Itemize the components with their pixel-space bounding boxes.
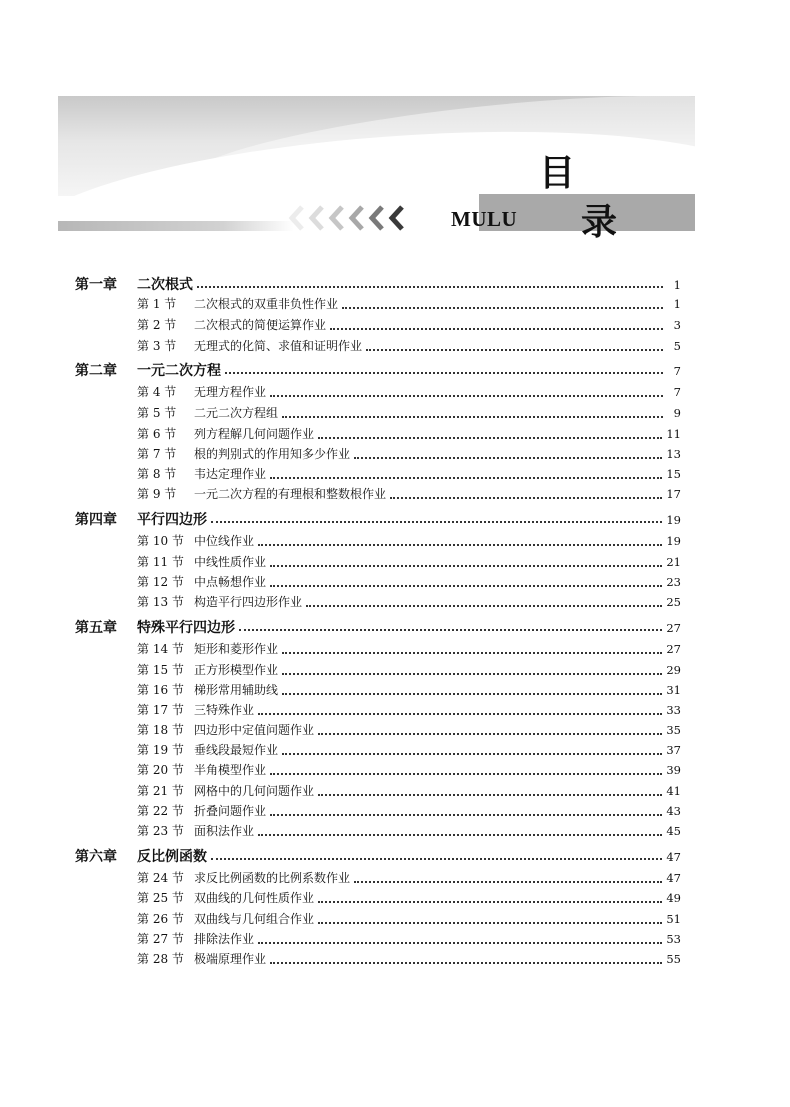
chapter-number: 第五章: [75, 620, 117, 636]
chapter-number: 第四章: [75, 512, 117, 528]
page-number: 47: [666, 850, 681, 864]
page-number: 49: [666, 891, 681, 905]
section-number: 第 14 节: [137, 642, 184, 656]
section-number: 第 8 节: [137, 467, 177, 481]
dot-leader: [354, 457, 662, 459]
page-number: 33: [666, 703, 681, 717]
toc-section-row[interactable]: [75, 295, 681, 315]
toc-section-row[interactable]: [75, 553, 681, 573]
dot-leader: [366, 349, 663, 351]
section-number: 第 12 节: [137, 575, 184, 589]
chapter-title: 二次根式: [137, 277, 193, 293]
dot-leader: [197, 286, 663, 288]
page-number: 11: [666, 427, 681, 441]
section-title: 中位线作业: [194, 534, 255, 548]
section-title: 无理方程作业: [194, 385, 267, 399]
toc-section-row[interactable]: [75, 869, 681, 889]
dot-leader: [239, 629, 662, 631]
section-number: 第 22 节: [137, 804, 184, 818]
section-title: 三特殊作业: [194, 703, 255, 717]
section-number: 第 9 节: [137, 487, 177, 501]
chapter-title: 反比例函数: [137, 849, 207, 865]
page-number: 27: [666, 621, 681, 635]
dot-leader: [342, 307, 663, 309]
page-number: 27: [666, 642, 681, 656]
toc-section-row[interactable]: [75, 661, 681, 681]
section-title: 无理式的化简、求值和证明作业: [194, 339, 363, 353]
page-number: 39: [666, 763, 681, 777]
mulu-latin-title: MULU: [451, 207, 518, 231]
section-number: 第 16 节: [137, 683, 184, 697]
page-number: 35: [666, 723, 681, 737]
page-number: 19: [666, 534, 681, 548]
page-number: 17: [666, 487, 681, 501]
section-title: 二次根式的简便运算作业: [194, 318, 327, 332]
page-number: 45: [666, 824, 681, 838]
section-title: 一元二次方程的有理根和整数根作业: [194, 487, 387, 501]
dot-leader: [282, 652, 662, 654]
dot-leader: [270, 395, 663, 397]
toc-section-row[interactable]: [75, 337, 681, 357]
page-number: 41: [666, 784, 681, 798]
chapter-title: 一元二次方程: [137, 363, 221, 379]
toc-chapter-row[interactable]: [75, 846, 681, 866]
chevron-arrows-icon: [280, 203, 420, 233]
page-number: 37: [666, 743, 681, 757]
page-number: 29: [666, 663, 681, 677]
section-title: 根的判别式的作用知多少作业: [194, 447, 351, 461]
dot-leader: [282, 673, 662, 675]
chapter-title: 平行四边形: [137, 512, 207, 528]
toc-section-row[interactable]: [75, 316, 681, 336]
section-number: 第 4 节: [137, 385, 177, 399]
toc-section-row[interactable]: [75, 761, 681, 781]
toc-section-row[interactable]: [75, 741, 681, 761]
page-number: 15: [666, 467, 681, 481]
section-title: 求反比例函数的比例系数作业: [194, 871, 351, 885]
section-number: 第 19 节: [137, 743, 184, 757]
section-title: 韦达定理作业: [194, 467, 267, 481]
section-title: 四边形中定值问题作业: [194, 723, 315, 737]
mu-character: 目: [539, 153, 576, 194]
section-title: 面积法作业: [194, 824, 255, 838]
toc-section-row[interactable]: [75, 802, 681, 822]
section-title: 梯形常用辅助线: [194, 683, 279, 697]
lu-character: 录: [581, 202, 618, 243]
section-number: 第 10 节: [137, 534, 184, 548]
dot-leader: [258, 544, 662, 546]
header-banner: [58, 96, 695, 196]
toc-section-row[interactable]: [75, 445, 681, 465]
section-title: 极端原理作业: [194, 952, 267, 966]
toc-section-row[interactable]: [75, 532, 681, 552]
chapter-number: 第二章: [75, 363, 117, 379]
section-title: 垂线段最短作业: [194, 743, 279, 757]
chapter-number: 第一章: [75, 277, 117, 293]
page-number: 7: [673, 364, 681, 378]
page-number: 3: [673, 318, 681, 332]
section-title: 双曲线与几何组合作业: [194, 912, 315, 926]
page-number: 55: [666, 952, 681, 966]
dot-leader: [318, 437, 662, 439]
dot-leader: [354, 881, 662, 883]
page-number: 5: [673, 339, 681, 353]
section-title: 双曲线的几何性质作业: [194, 891, 315, 905]
page-number: 7: [673, 385, 681, 399]
section-number: 第 24 节: [137, 871, 184, 885]
toc-chapter-row[interactable]: [75, 360, 681, 380]
toc-chapter-row[interactable]: [75, 509, 681, 529]
section-title: 网格中的几何问题作业: [194, 784, 315, 798]
section-number: 第 11 节: [137, 555, 184, 569]
section-number: 第 21 节: [137, 784, 184, 798]
page-number: 21: [666, 555, 681, 569]
section-number: 第 25 节: [137, 891, 184, 905]
section-number: 第 20 节: [137, 763, 184, 777]
dot-leader: [270, 962, 662, 964]
page-number: 19: [666, 513, 681, 527]
toc-section-row[interactable]: [75, 681, 681, 701]
toc-section-row[interactable]: [75, 721, 681, 741]
dot-leader: [211, 858, 662, 860]
section-number: 第 17 节: [137, 703, 184, 717]
page-number: 13: [666, 447, 681, 461]
toc-chapter-row[interactable]: [75, 274, 681, 294]
dot-leader: [258, 713, 662, 715]
dot-leader: [211, 521, 662, 523]
section-title: 中点畅想作业: [194, 575, 267, 589]
dot-leader: [225, 372, 663, 374]
dot-leader: [270, 565, 662, 567]
section-title: 列方程解几何问题作业: [194, 427, 315, 441]
page-number: 1: [673, 278, 681, 292]
dot-leader: [318, 901, 662, 903]
toc-section-row[interactable]: [75, 950, 681, 970]
page-number: 9: [673, 406, 681, 420]
section-number: 第 13 节: [137, 595, 184, 609]
dot-leader: [282, 693, 662, 695]
page-number: 47: [666, 871, 681, 885]
dot-leader: [318, 733, 662, 735]
chapter-number: 第六章: [75, 849, 117, 865]
section-title: 中线性质作业: [194, 555, 267, 569]
toc-section-row[interactable]: [75, 593, 681, 613]
toc-section-row[interactable]: [75, 383, 681, 403]
page-number: 25: [666, 595, 681, 609]
dot-leader: [270, 814, 662, 816]
section-title: 二元二次方程组: [194, 406, 279, 420]
dot-leader: [318, 922, 662, 924]
dot-leader: [390, 497, 662, 499]
dot-leader: [282, 753, 662, 755]
section-title: 二次根式的双重非负性作业: [194, 297, 339, 311]
toc-section-row[interactable]: [75, 465, 681, 485]
section-title: 半角模型作业: [194, 763, 267, 777]
dot-leader: [318, 794, 662, 796]
section-title: 构造平行四边形作业: [194, 595, 303, 609]
dot-leader: [270, 773, 662, 775]
page-number: 51: [666, 912, 681, 926]
toc-section-row[interactable]: [75, 425, 681, 445]
section-title: 折叠问题作业: [194, 804, 267, 818]
toc-section-row[interactable]: [75, 573, 681, 593]
section-title: 矩形和菱形作业: [194, 642, 279, 656]
dot-leader: [270, 477, 662, 479]
section-number: 第 7 节: [137, 447, 177, 461]
section-title: 排除法作业: [194, 932, 255, 946]
header-left-bar: [58, 221, 294, 231]
section-number: 第 1 节: [137, 297, 177, 311]
page-number: 43: [666, 804, 681, 818]
page-number: 1: [673, 297, 681, 311]
dot-leader: [270, 585, 662, 587]
dot-leader: [330, 328, 663, 330]
section-number: 第 2 节: [137, 318, 177, 332]
toc-section-row[interactable]: [75, 822, 681, 842]
dot-leader: [258, 942, 662, 944]
section-number: 第 6 节: [137, 427, 177, 441]
dot-leader: [258, 834, 662, 836]
section-number: 第 15 节: [137, 663, 184, 677]
section-number: 第 18 节: [137, 723, 184, 737]
toc-section-row[interactable]: [75, 782, 681, 802]
toc-section-row[interactable]: [75, 889, 681, 909]
toc-chapter-row[interactable]: [75, 617, 681, 637]
toc-section-row[interactable]: [75, 485, 681, 505]
page-number: 31: [666, 683, 681, 697]
page-number: 53: [666, 932, 681, 946]
toc-section-row[interactable]: [75, 910, 681, 930]
section-number: 第 23 节: [137, 824, 184, 838]
section-number: 第 5 节: [137, 406, 177, 420]
section-number: 第 27 节: [137, 932, 184, 946]
section-title: 正方形模型作业: [194, 663, 279, 677]
toc-section-row[interactable]: [75, 404, 681, 424]
chapter-title: 特殊平行四边形: [137, 620, 235, 636]
toc-section-row[interactable]: [75, 640, 681, 660]
dot-leader: [282, 416, 663, 418]
section-number: 第 3 节: [137, 339, 177, 353]
page-number: 23: [666, 575, 681, 589]
section-number: 第 28 节: [137, 952, 184, 966]
dot-leader: [306, 605, 662, 607]
toc-section-row[interactable]: [75, 701, 681, 721]
toc-section-row[interactable]: [75, 930, 681, 950]
section-number: 第 26 节: [137, 912, 184, 926]
